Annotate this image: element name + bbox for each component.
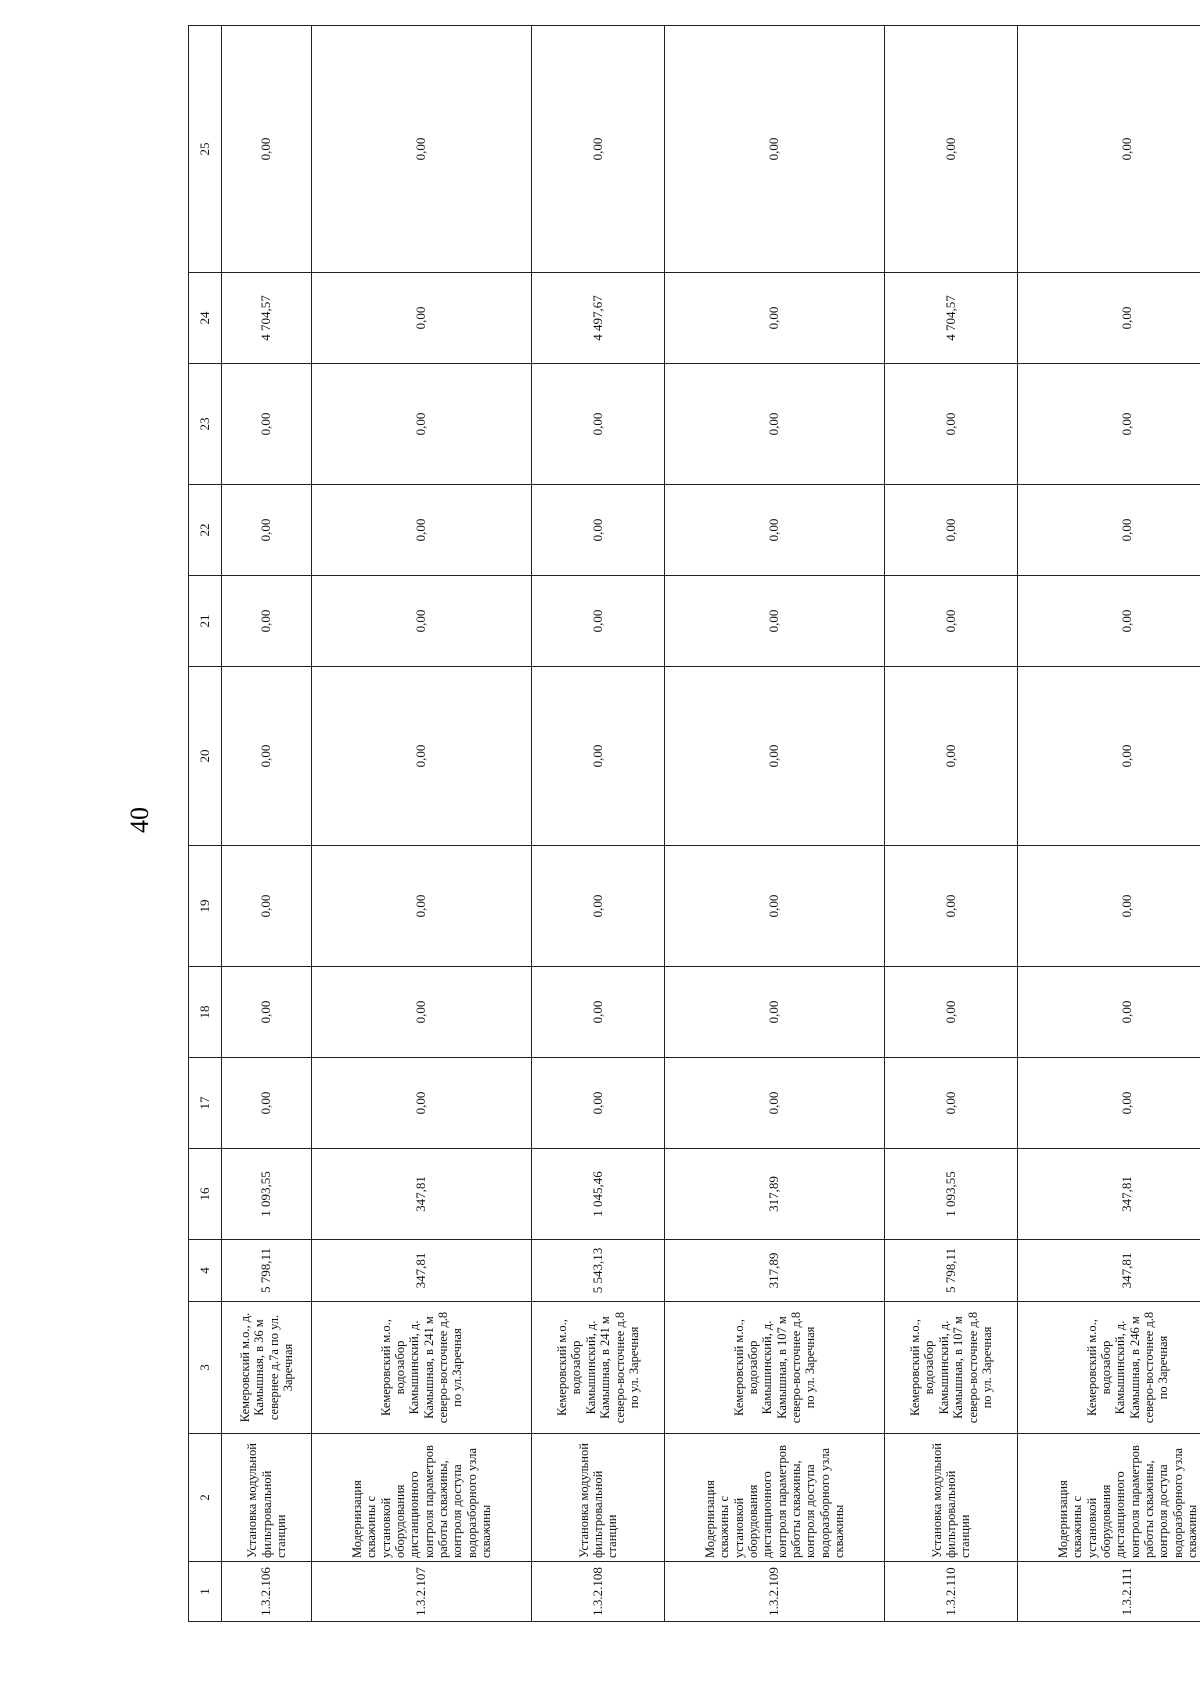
value-cell: 0,00 [312,967,532,1058]
item-location: Кемеровский м.о., водозабор Камышинский, д. Камышная, в 246 м северо-восточнее д.8 по Заречная [1018,1302,1200,1434]
column-header: 21 [189,576,222,667]
column-header: 25 [189,26,222,273]
column-header: 4 [189,1240,222,1302]
value-cell: 0,00 [1018,967,1200,1058]
value-cell: 0,00 [665,846,885,967]
value-cell: 0,00 [222,26,312,273]
item-name: Модернизация скважины с установкой оборудования дистанционного контроля параметров работы скважины, контроля доступа водоразборного узла скважины [312,1434,532,1562]
item-name: Установка модульной фильтровальной станции [531,1434,664,1562]
value-cell: 0,00 [531,846,664,967]
value-cell: 0,00 [665,967,885,1058]
value-cell: 0,00 [531,485,664,576]
value-cell: 0,00 [884,846,1017,967]
value-cell: 0,00 [884,26,1017,273]
value-cell: 0,00 [312,667,532,846]
item-location: Кемеровский м.о., водозабор Камышинский, д. Камышная, в 107 м северо-восточнее д.8 по ул. Заречная [884,1302,1017,1434]
table-row [1018,26,1200,1622]
value-cell: 1 093,55 [222,1149,312,1240]
value-cell: 0,00 [665,364,885,485]
value-cell: 0,00 [1018,26,1200,273]
value-cell: 0,00 [531,1058,664,1149]
value-cell: 0,00 [531,364,664,485]
data-table [188,25,1200,1622]
value-cell: 0,00 [884,485,1017,576]
value-cell: 0,00 [531,26,664,273]
item-name: Модернизация скважины с установкой оборудования дистанционного контроля параметров работы скважины, контроля доступа водоразборного узла скважины [1018,1434,1200,1562]
header-row [189,26,222,1622]
value-cell: 347,81 [1018,1240,1200,1302]
value-cell: 0,00 [884,364,1017,485]
value-cell: 0,00 [1018,846,1200,967]
value-cell: 0,00 [665,576,885,667]
rotated-table-wrapper [188,26,1200,1622]
value-cell: 4 704,57 [222,273,312,364]
table-row [884,26,1017,1622]
value-cell: 0,00 [884,667,1017,846]
column-header: 20 [189,667,222,846]
table-row [222,26,312,1622]
item-code: 1.3.2.109 [665,1562,885,1622]
value-cell: 0,00 [222,846,312,967]
column-header: 17 [189,1058,222,1149]
value-cell: 5 798,11 [222,1240,312,1302]
value-cell: 0,00 [222,485,312,576]
value-cell: 0,00 [312,26,532,273]
value-cell: 0,00 [312,1058,532,1149]
value-cell: 0,00 [312,576,532,667]
column-header: 24 [189,273,222,364]
column-header: 3 [189,1302,222,1434]
table-row [531,26,664,1622]
column-header: 23 [189,364,222,485]
item-name: Установка модульной фильтровальной станции [884,1434,1017,1562]
value-cell: 347,81 [312,1149,532,1240]
value-cell: 0,00 [1018,364,1200,485]
item-location: Кемеровский м.о., д. Камышная, в 36 м севернее д.7а по ул. Заречная [222,1302,312,1434]
item-location: Кемеровский м.о., водозабор Камышинский, д. Камышная, в 241 м северо-восточнее д.8 по ул.Заречная [312,1302,532,1434]
value-cell: 0,00 [665,667,885,846]
column-header: 2 [189,1434,222,1562]
table-body [222,26,1200,1622]
item-location: Кемеровский м.о., водозабор Камышинский, д. Камышная, в 241 м северо-восточнее д.8 по ул. Заречная [531,1302,664,1434]
value-cell: 347,81 [312,1240,532,1302]
value-cell: 1 093,55 [884,1149,1017,1240]
value-cell: 4 497,67 [531,273,664,364]
value-cell: 0,00 [222,1058,312,1149]
item-name: Установка модульной фильтровальной станции [222,1434,312,1562]
value-cell: 0,00 [312,846,532,967]
item-code: 1.3.2.107 [312,1562,532,1622]
value-cell: 0,00 [531,576,664,667]
column-header: 19 [189,846,222,967]
item-code: 1.3.2.108 [531,1562,664,1622]
column-header: 1 [189,1562,222,1622]
value-cell: 0,00 [531,967,664,1058]
value-cell: 0,00 [1018,1058,1200,1149]
value-cell: 5 798,11 [884,1240,1017,1302]
value-cell: 317,89 [665,1149,885,1240]
value-cell: 0,00 [312,485,532,576]
value-cell: 0,00 [665,485,885,576]
value-cell: 0,00 [1018,576,1200,667]
table-row [312,26,532,1622]
value-cell: 0,00 [312,273,532,364]
column-header: 16 [189,1149,222,1240]
table-row [665,26,885,1622]
item-code: 1.3.2.111 [1018,1562,1200,1622]
value-cell: 0,00 [665,26,885,273]
value-cell: 0,00 [222,364,312,485]
item-code: 1.3.2.106 [222,1562,312,1622]
value-cell: 347,81 [1018,1149,1200,1240]
value-cell: 0,00 [222,576,312,667]
value-cell: 0,00 [884,1058,1017,1149]
value-cell: 0,00 [531,667,664,846]
value-cell: 5 543,13 [531,1240,664,1302]
page-number: 40 [125,807,154,833]
value-cell: 0,00 [665,273,885,364]
value-cell: 0,00 [665,1058,885,1149]
value-cell: 0,00 [884,967,1017,1058]
item-code: 1.3.2.110 [884,1562,1017,1622]
value-cell: 0,00 [1018,667,1200,846]
value-cell: 0,00 [1018,273,1200,364]
value-cell: 1 045,46 [531,1149,664,1240]
value-cell: 0,00 [312,364,532,485]
value-cell: 0,00 [222,967,312,1058]
value-cell: 317,89 [665,1240,885,1302]
item-name: Модернизация скважины с установкой оборудования дистанционного контроля параметров работы скважины, контроля доступа водоразборного узла скважины [665,1434,885,1562]
column-header: 22 [189,485,222,576]
value-cell: 0,00 [1018,485,1200,576]
item-location: Кемеровский м.о., водозабор Камышинский, д. Камышная, в 107 м северо-восточнее д.8 по ул. Заречная [665,1302,885,1434]
value-cell: 0,00 [222,667,312,846]
value-cell: 4 704,57 [884,273,1017,364]
value-cell: 0,00 [884,576,1017,667]
column-header: 18 [189,967,222,1058]
